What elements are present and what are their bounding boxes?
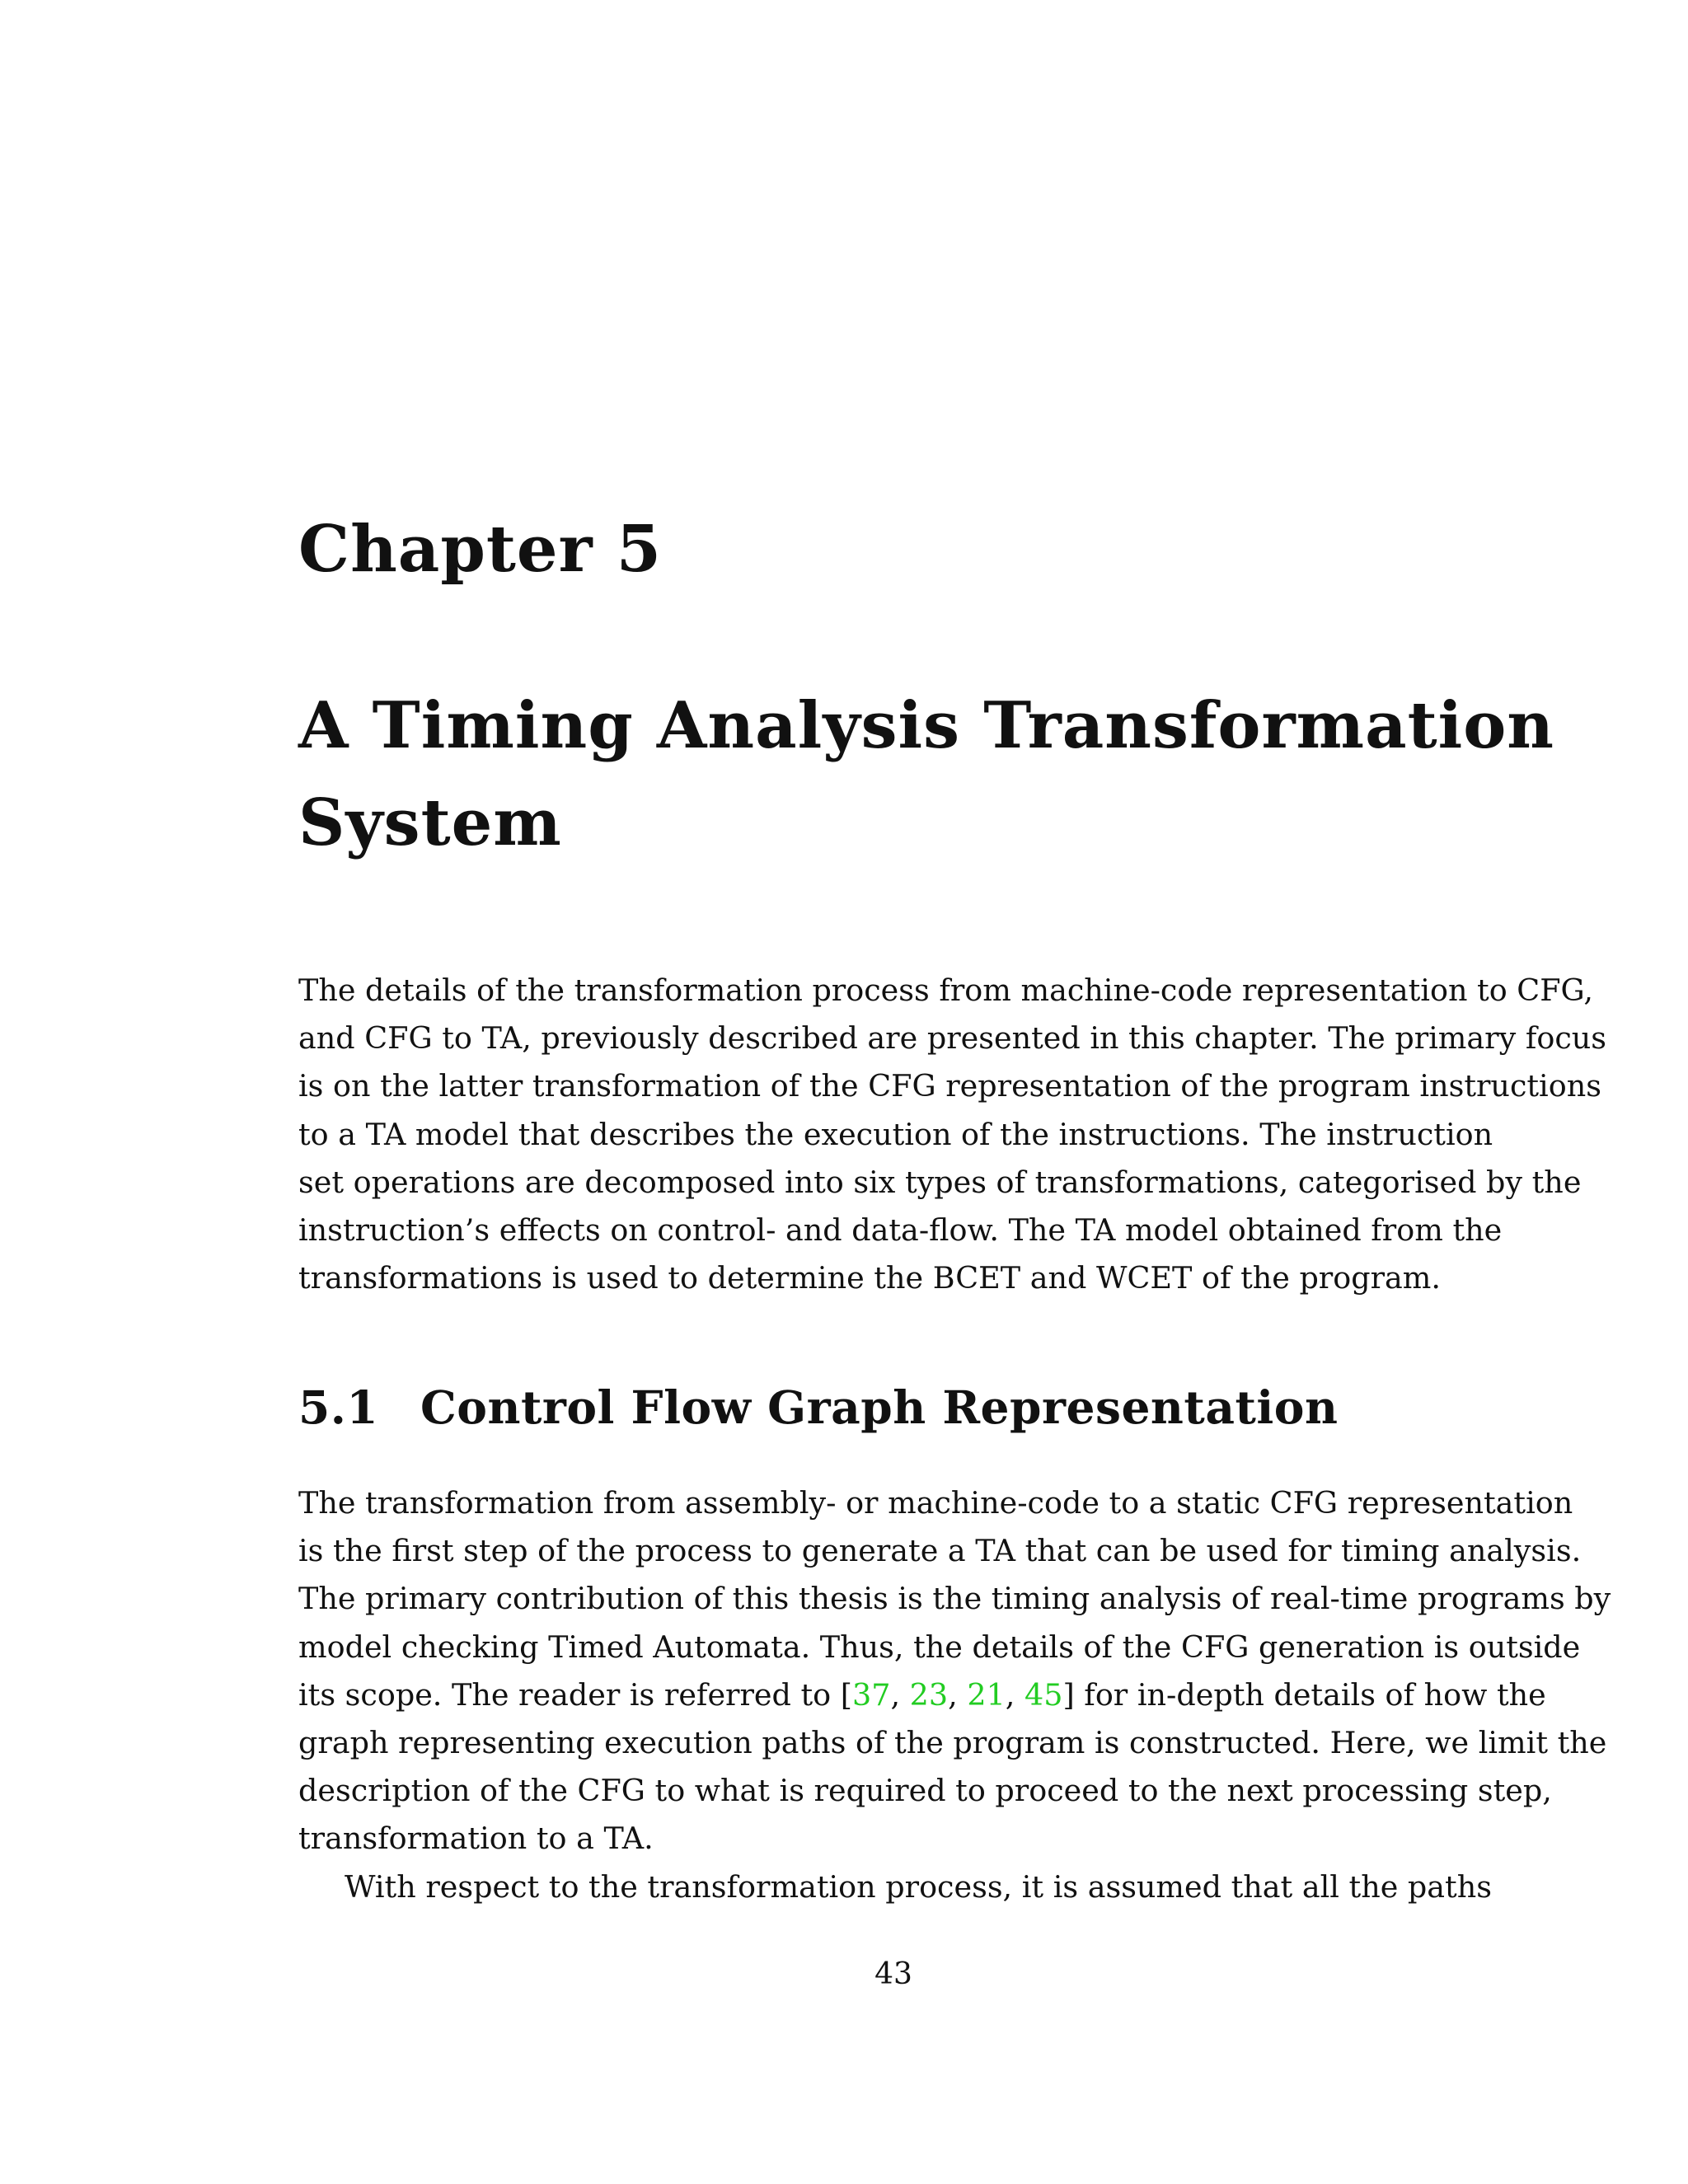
text-line: graph representing execution paths of the program is constructed. Here, we limit the <box>298 1724 1607 1760</box>
citation-separator: , <box>890 1676 910 1713</box>
text-line: set operations are decomposed into six types of transformations, categorised by the <box>298 1164 1582 1200</box>
intro-paragraph <box>298 967 1607 1302</box>
text-line: is the first step of the process to generate a TA that can be used for timing analysis. <box>298 1533 1582 1569</box>
citation-link[interactable]: 37 <box>852 1676 891 1713</box>
citation-link[interactable]: 23 <box>909 1676 949 1713</box>
citation-link[interactable]: 45 <box>1025 1676 1063 1713</box>
chapter-title-line: A Timing Analysis Transformation <box>298 688 1555 763</box>
text-line: instruction’s effects on control- and data-flow. The TA model obtained from the <box>298 1212 1503 1248</box>
citation-separator: , <box>948 1676 968 1713</box>
text-line: The transformation from assembly- or machine-code to a static CFG representation <box>298 1485 1573 1521</box>
text-line: transformation to a TA. <box>298 1821 654 1857</box>
chapter-title <box>298 677 1555 872</box>
text-line: With respect to the transformation process, it is assumed that all the paths <box>345 1868 1492 1905</box>
citation-separator: , <box>1005 1676 1025 1713</box>
text-line: model checking Timed Automata. Thus, the details of the CFG generation is outside <box>298 1629 1581 1665</box>
citation-link[interactable]: 21 <box>967 1676 1006 1713</box>
citation-line <box>298 1671 1546 1719</box>
section-heading <box>298 1380 1339 1434</box>
text-line: to a TA model that describes the execution of the instructions. The instruction <box>298 1116 1493 1152</box>
chapter-title-line: System <box>298 785 562 860</box>
text-line: transformations is used to determine the BCET and WCET of the program. <box>298 1260 1442 1296</box>
citation-trail-text: ] for in-depth details of how the <box>1062 1676 1546 1713</box>
text-line: is on the latter transformation of the CFG representation of the program instructions <box>298 1068 1601 1104</box>
citation-lead-text: its scope. The reader is referred to [ <box>298 1676 852 1713</box>
text-line: and CFG to TA, previously described are presented in this chapter. The primary focus <box>298 1020 1607 1057</box>
text-line: description of the CFG to what is required to proceed to the next processing step, <box>298 1773 1552 1809</box>
section-title: Control Flow Graph Representation <box>420 1380 1339 1434</box>
text-line: The primary contribution of this thesis is the timing analysis of real-time programs by <box>298 1581 1611 1617</box>
section-number: 5.1 <box>298 1380 379 1434</box>
page-number: 43 <box>874 1957 912 1991</box>
section-paragraph <box>298 1479 1611 1911</box>
chapter-label: Chapter 5 <box>298 512 663 587</box>
text-line: The details of the transformation process from machine-code representation to CFG, <box>298 972 1594 1008</box>
